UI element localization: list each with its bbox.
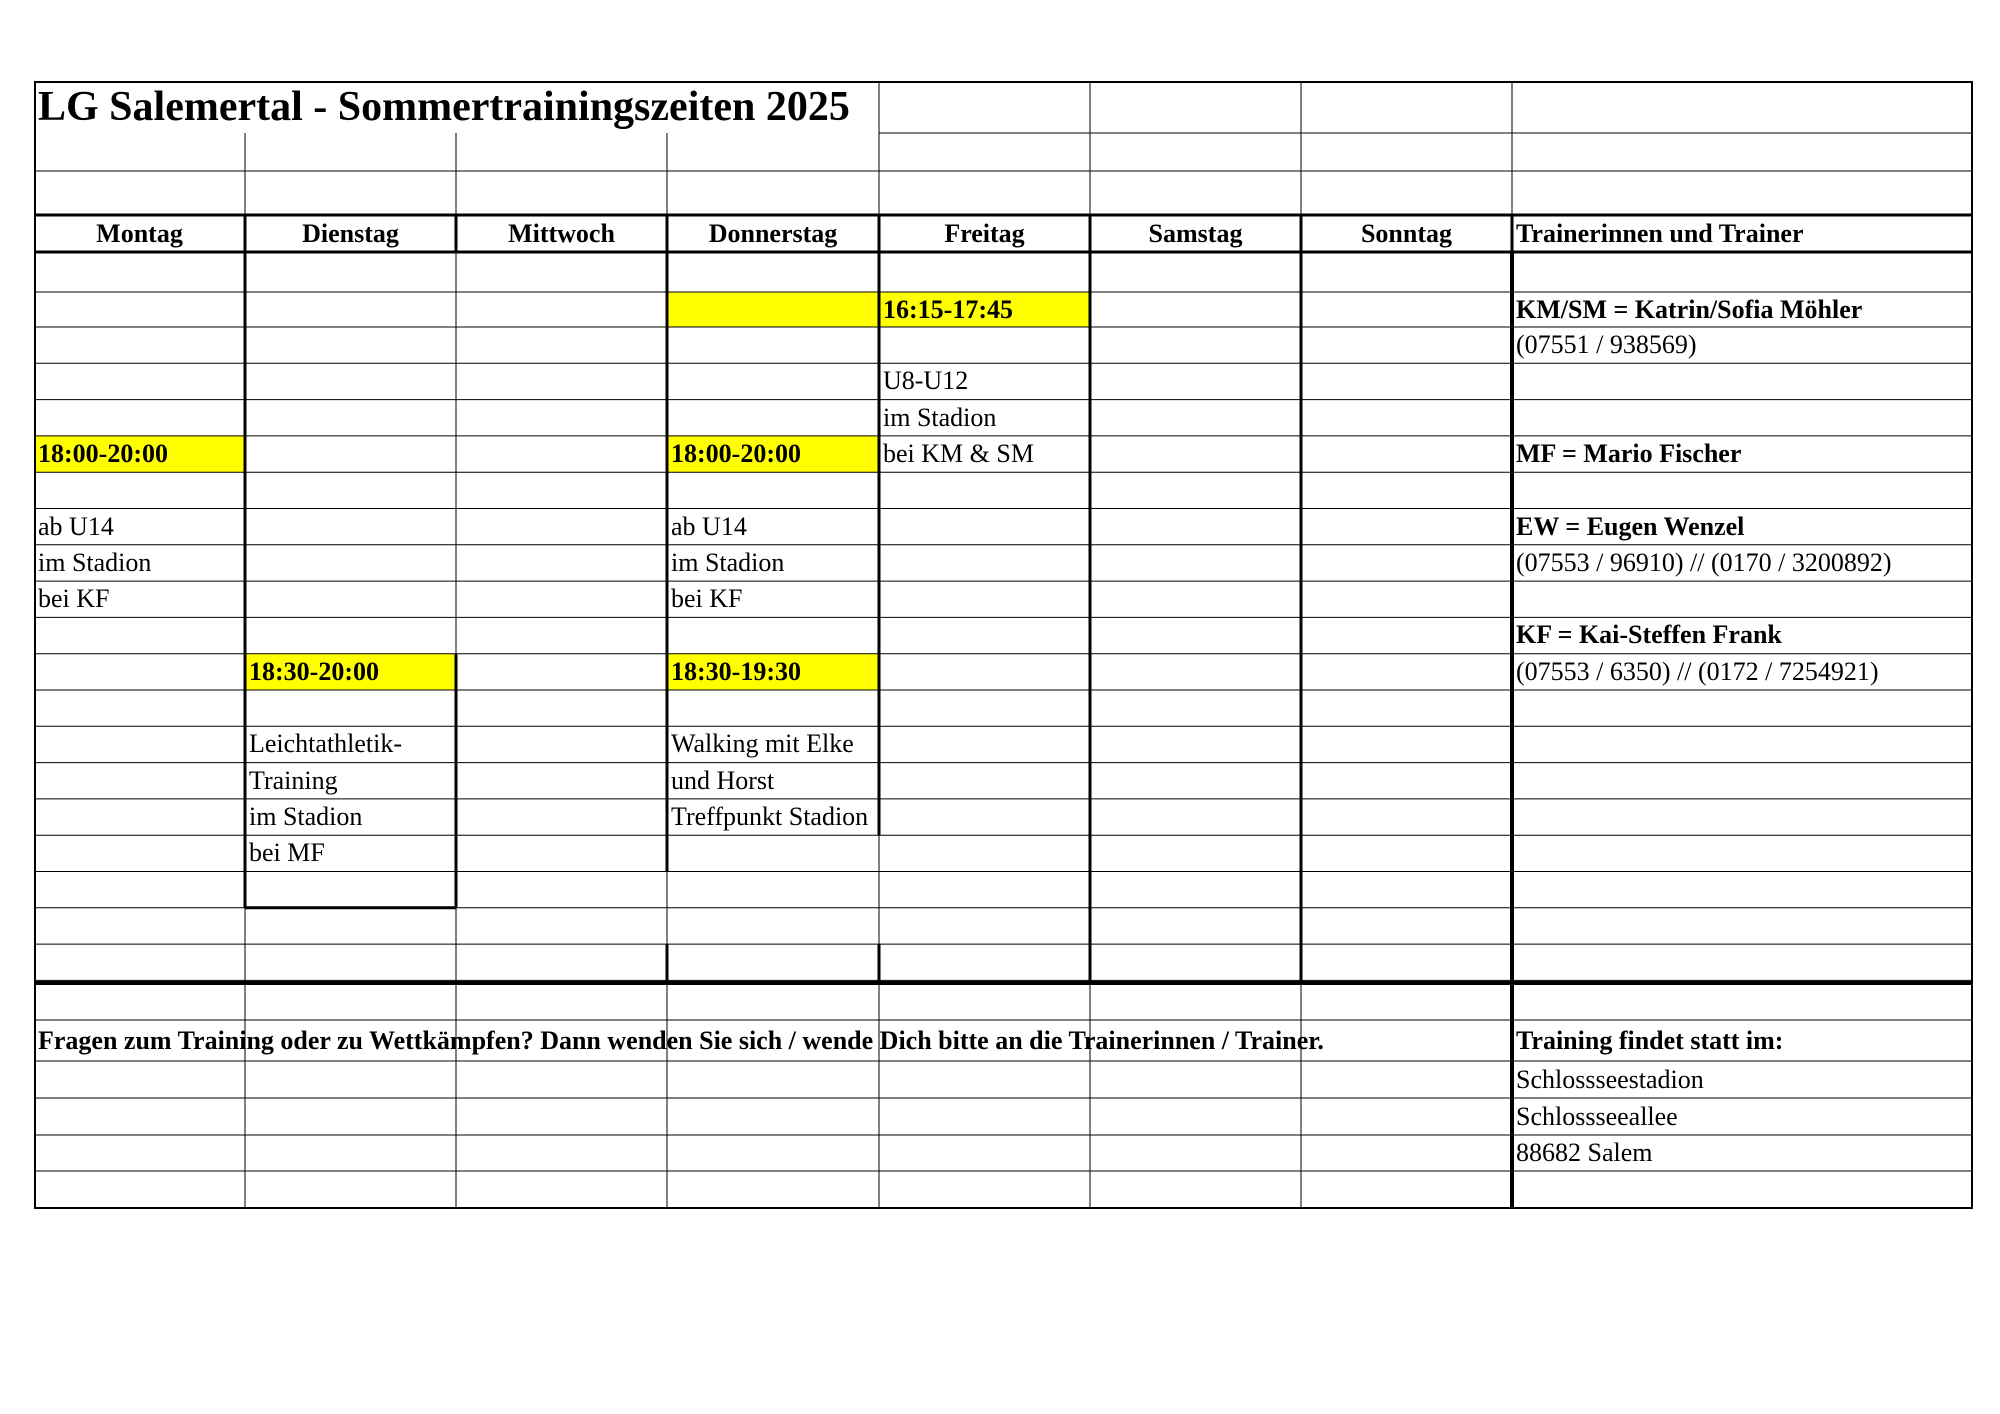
- day-header-samstag: Samstag: [1148, 219, 1243, 248]
- dienstag-line-text: bei MF: [249, 838, 325, 868]
- location-line: Schlossseeallee: [1516, 1102, 1678, 1131]
- freitag-line-text: im Stadion: [883, 402, 997, 432]
- donnerstag-line-text: ab U14: [671, 511, 747, 541]
- montag-line-text: bei KF: [38, 584, 110, 614]
- trainer-ew-phone: (07553 / 96910) // (0170 / 3200892): [1516, 547, 1892, 577]
- trainer-km-sm: KM/SM = Katrin/Sofia Möhler: [1516, 295, 1863, 324]
- schedule-sheet: [34, 81, 1973, 1209]
- page-title: LG Salemertal - Sommertrainingszeiten 2025: [38, 84, 850, 130]
- dienstag-line-text: Leichtathletik-: [249, 729, 403, 759]
- trainer-km-sm-phone: (07551 / 938569): [1516, 330, 1697, 359]
- trainers-header: Trainerinnen und Trainer: [1516, 219, 1804, 248]
- donnerstag-time-1: 18:00-20:00: [671, 438, 801, 468]
- freitag-time: 16:15-17:45: [883, 295, 1013, 324]
- trainer-kf: KF = Kai-Steffen Frank: [1516, 620, 1782, 650]
- donnerstag-line-text: bei KF: [671, 584, 743, 614]
- montag-line-text: ab U14: [38, 511, 114, 541]
- donnerstag-time-2: 18:30-19:30: [671, 656, 801, 686]
- dienstag-time: 18:30-20:00: [249, 656, 379, 686]
- dienstag-line-text: im Stadion: [249, 801, 363, 831]
- day-header-montag: Montag: [96, 219, 183, 248]
- day-header-donnerstag: Donnerstag: [708, 219, 838, 248]
- montag-time: 18:00-20:00: [38, 438, 168, 468]
- trainer-mf: MF = Mario Fischer: [1516, 438, 1742, 468]
- footer-question: Fragen zum Training oder zu Wettkämpfen? Dann wenden Sie sich / wende Dich bitte an die Trainerinnen / Trainer.: [38, 1026, 1324, 1055]
- day-header-mittwoch: Mittwoch: [508, 219, 615, 248]
- trainer-kf-phone: (07553 / 6350) // (0172 / 7254921): [1516, 656, 1879, 686]
- donnerstag-line-text: im Stadion: [671, 547, 785, 577]
- day-header-dienstag: Dienstag: [302, 219, 399, 248]
- freitag-line-text: U8-U12: [883, 366, 969, 396]
- day-header-sonntag: Sonntag: [1360, 219, 1453, 248]
- trainer-ew: EW = Eugen Wenzel: [1516, 511, 1745, 541]
- location-line: 88682 Salem: [1516, 1138, 1653, 1167]
- location-line: Schlossseestadion: [1516, 1065, 1704, 1094]
- walking-line-text: Walking mit Elke: [671, 729, 854, 759]
- dienstag-line-text: Training: [249, 765, 338, 795]
- montag-line-text: im Stadion: [38, 547, 152, 577]
- freitag-line-text: bei KM & SM: [883, 438, 1034, 468]
- day-header-freitag: Freitag: [944, 219, 1025, 248]
- walking-line-text: und Horst: [671, 765, 775, 795]
- location-header: Training findet statt im:: [1516, 1026, 1784, 1055]
- walking-line-text: Treffpunkt Stadion: [671, 801, 869, 831]
